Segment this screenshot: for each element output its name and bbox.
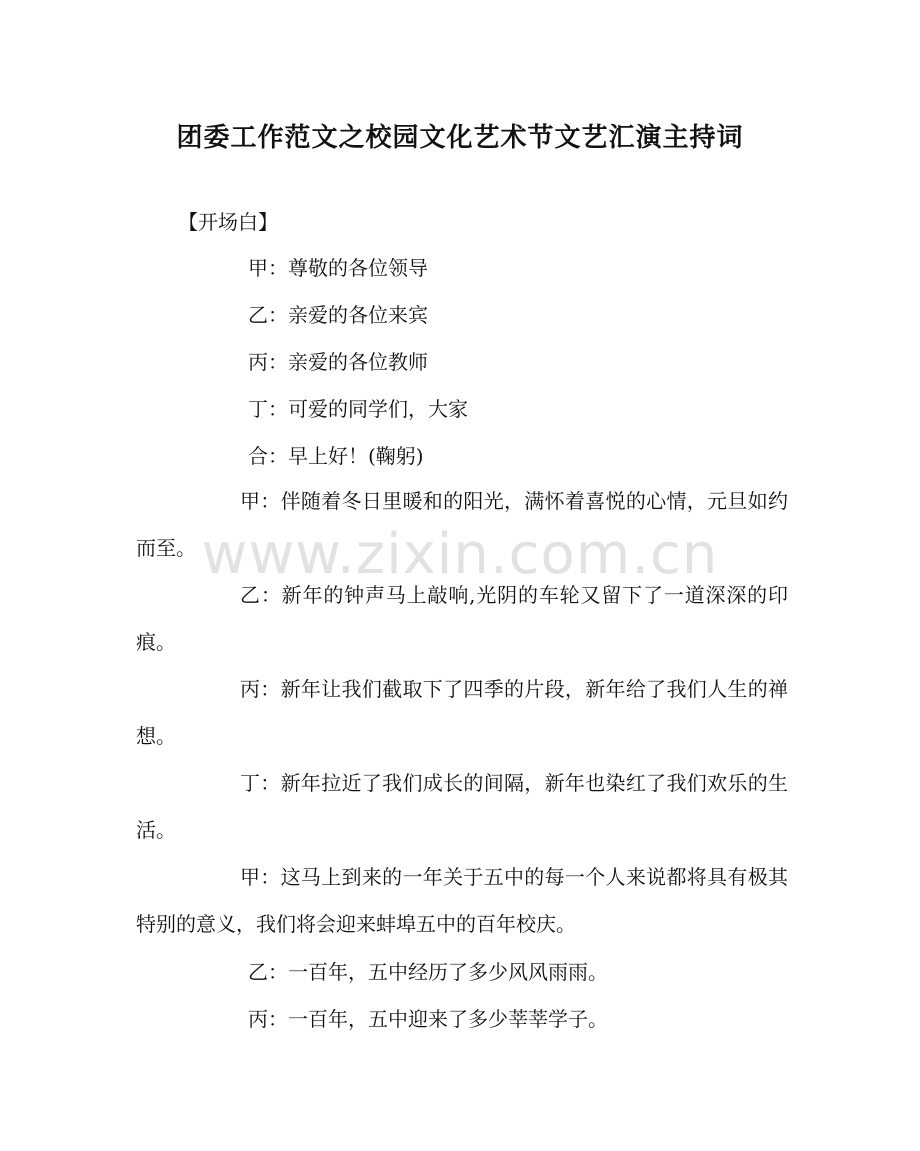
speaker-line: 乙：亲爱的各位来宾 <box>248 303 428 327</box>
dialogue-paragraph: 丁：新年拉近了我们成长的间隔，新年也染红了我们欢乐的生活。 <box>136 771 788 842</box>
section-heading: 【开场白】 <box>178 210 278 234</box>
speaker-line: 乙：一百年，五中经历了多少风风雨雨。 <box>248 960 608 984</box>
speaker-line: 丁：可爱的同学们，大家 <box>248 397 468 421</box>
dialogue-paragraph: 甲：这马上到来的一年关于五中的每一个人来说都将具有极其特别的意义，我们将会迎来蚌埠五中的百年校庆。 <box>136 865 788 936</box>
dialogue-paragraph: 甲：伴随着冬日里暖和的阳光，满怀着喜悦的心情，元旦如约而至。 <box>136 489 788 560</box>
dialogue-paragraph: 丙：新年让我们截取下了四季的片段，新年给了我们人生的禅想。 <box>136 677 788 748</box>
document-title: 团委工作范文之校园文化艺术节文艺汇演主持词 <box>176 123 744 153</box>
watermark: www.zixin.com.cn <box>201 522 719 587</box>
speaker-line: 合：早上好！(鞠躬) <box>248 444 424 468</box>
dialogue-paragraph: 乙：新年的钟声马上敲响,光阴的车轮又留下了一道深深的印痕。 <box>136 583 788 654</box>
speaker-line: 甲：尊敬的各位领导 <box>248 256 428 280</box>
speaker-line: 丙：一百年，五中迎来了多少莘莘学子。 <box>248 1007 608 1031</box>
speaker-line: 丙：亲爱的各位教师 <box>248 350 428 374</box>
